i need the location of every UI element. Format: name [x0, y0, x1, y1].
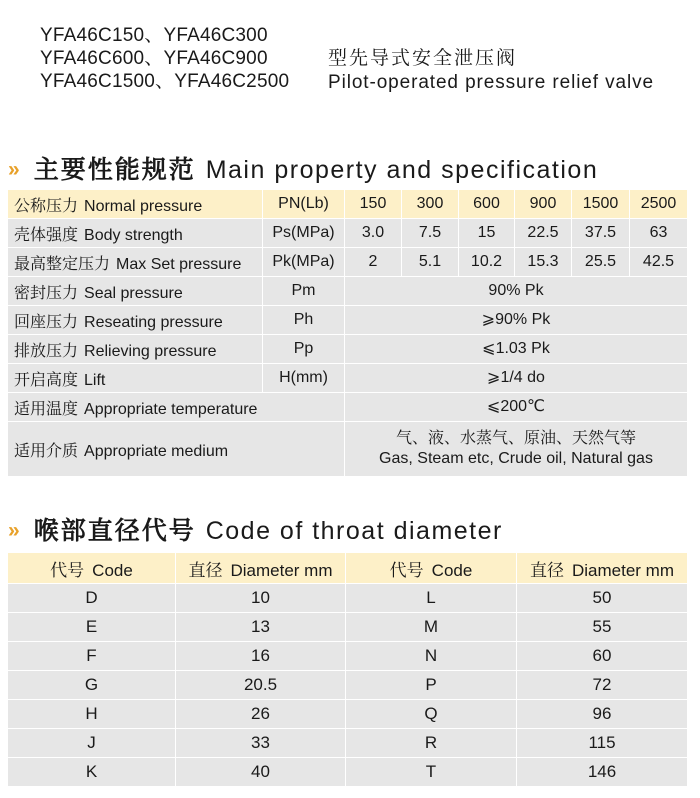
spec-label: 适用介质 Appropriate medium: [8, 422, 345, 477]
diameter-cell: 33: [176, 729, 346, 758]
diameter-cell: 115: [517, 729, 688, 758]
spec-value: 5.1: [402, 248, 459, 277]
code-header: 代号 Code: [8, 553, 176, 584]
spec-value: 25.5: [572, 248, 630, 277]
table-row: [8, 584, 688, 613]
diameter-cell: 55: [517, 613, 688, 642]
spec-label: 最高整定压力 Max Set pressure: [8, 248, 263, 277]
table-row: [8, 613, 688, 642]
spec-value: 600: [459, 190, 515, 219]
spec-row: [8, 219, 688, 248]
table-row: [8, 671, 688, 700]
spec-value: 10.2: [459, 248, 515, 277]
product-title-en: Pilot-operated pressure relief valve: [328, 72, 654, 93]
diameter-header: 直径 Diameter mm: [176, 553, 346, 584]
spec-value: 63: [630, 219, 688, 248]
diameter-cell: 20.5: [176, 671, 346, 700]
code-table: [7, 552, 688, 787]
section-heading-code: [8, 511, 503, 547]
spec-row: [8, 248, 688, 277]
spec-value: 900: [515, 190, 572, 219]
spec-label: 适用温度 Appropriate temperature: [8, 393, 345, 422]
table-row: [8, 642, 688, 671]
product-title-cn: 型先导式安全泄压阀: [328, 48, 518, 69]
diameter-cell: 16: [176, 642, 346, 671]
table-row: [8, 729, 688, 758]
code-cell: J: [8, 729, 176, 758]
spec-table: [7, 189, 688, 477]
spec-value: 15.3: [515, 248, 572, 277]
code-cell: N: [346, 642, 517, 671]
spec-value: 300: [402, 190, 459, 219]
spec-label: 公称压力 Normal pressure: [8, 190, 263, 219]
spec-value: 42.5: [630, 248, 688, 277]
model-list: [40, 24, 289, 93]
spec-row: [8, 335, 688, 364]
code-header: 代号 Code: [346, 553, 517, 584]
spec-value: 150: [345, 190, 402, 219]
diameter-header: 直径 Diameter mm: [517, 553, 688, 584]
spec-value: ⩾1/4 do: [345, 364, 688, 393]
spec-row: [8, 393, 688, 422]
diameter-cell: 10: [176, 584, 346, 613]
spec-symbol: PN(Lb): [263, 190, 345, 219]
code-cell: T: [346, 758, 517, 787]
model-line: YFA46C150、YFA46C300: [40, 25, 268, 46]
diameter-cell: 146: [517, 758, 688, 787]
spec-value: 7.5: [402, 219, 459, 248]
section-title-cn: 喉部直径代号: [33, 517, 196, 545]
spec-row: [8, 364, 688, 393]
spec-value: 15: [459, 219, 515, 248]
spec-row: [8, 306, 688, 335]
spec-symbol: H(mm): [263, 364, 345, 393]
spec-label: 开启高度 Lift: [8, 364, 263, 393]
spec-label: 壳体强度 Body strength: [8, 219, 263, 248]
section-heading-spec: [8, 150, 598, 186]
chevron-icon: »: [8, 158, 20, 181]
code-header-row: [8, 553, 688, 584]
model-line: YFA46C600、YFA46C900: [40, 48, 268, 69]
medium-en: Gas, Steam etc, Crude oil, Natural gas: [379, 450, 653, 467]
diameter-cell: 60: [517, 642, 688, 671]
spec-row: [8, 422, 688, 477]
diameter-cell: 13: [176, 613, 346, 642]
spec-label: 密封压力 Seal pressure: [8, 277, 263, 306]
spec-value: 3.0: [345, 219, 402, 248]
section-title-en: Code of throat diameter: [205, 517, 503, 545]
medium-cn: 气、液、水蒸气、原油、天然气等: [395, 430, 636, 447]
code-cell: D: [8, 584, 176, 613]
code-cell: E: [8, 613, 176, 642]
code-cell: M: [346, 613, 517, 642]
spec-value: ⩽200℃: [345, 393, 688, 422]
diameter-cell: 40: [176, 758, 346, 787]
spec-row: [8, 277, 688, 306]
spec-value: ⩽1.03 Pk: [345, 335, 688, 364]
spec-value: ⩾90% Pk: [345, 306, 688, 335]
spec-header-row: [8, 190, 688, 219]
code-cell: G: [8, 671, 176, 700]
spec-symbol: Pk(MPa): [263, 248, 345, 277]
diameter-cell: 26: [176, 700, 346, 729]
spec-label: 排放压力 Relieving pressure: [8, 335, 263, 364]
table-row: [8, 758, 688, 787]
code-cell: F: [8, 642, 176, 671]
spec-symbol: Ps(MPa): [263, 219, 345, 248]
spec-symbol: Ph: [263, 306, 345, 335]
spec-value: 1500: [572, 190, 630, 219]
product-title: [328, 47, 654, 95]
spec-value: 37.5: [572, 219, 630, 248]
code-cell: Q: [346, 700, 517, 729]
chevron-icon: »: [8, 519, 20, 542]
diameter-cell: 96: [517, 700, 688, 729]
spec-symbol: Pp: [263, 335, 345, 364]
spec-value: 2500: [630, 190, 688, 219]
section-title-cn: 主要性能规范: [33, 156, 196, 184]
code-cell: P: [346, 671, 517, 700]
spec-symbol: Pm: [263, 277, 345, 306]
spec-value: 2: [345, 248, 402, 277]
section-title-en: Main property and specification: [205, 156, 599, 184]
code-cell: R: [346, 729, 517, 758]
spec-value: 22.5: [515, 219, 572, 248]
table-row: [8, 700, 688, 729]
spec-value: [345, 422, 688, 477]
code-cell: K: [8, 758, 176, 787]
spec-value: 90% Pk: [345, 277, 688, 306]
spec-label: 回座压力 Reseating pressure: [8, 306, 263, 335]
code-cell: H: [8, 700, 176, 729]
diameter-cell: 50: [517, 584, 688, 613]
code-cell: L: [346, 584, 517, 613]
model-line: YFA46C1500、YFA46C2500: [40, 71, 290, 92]
diameter-cell: 72: [517, 671, 688, 700]
